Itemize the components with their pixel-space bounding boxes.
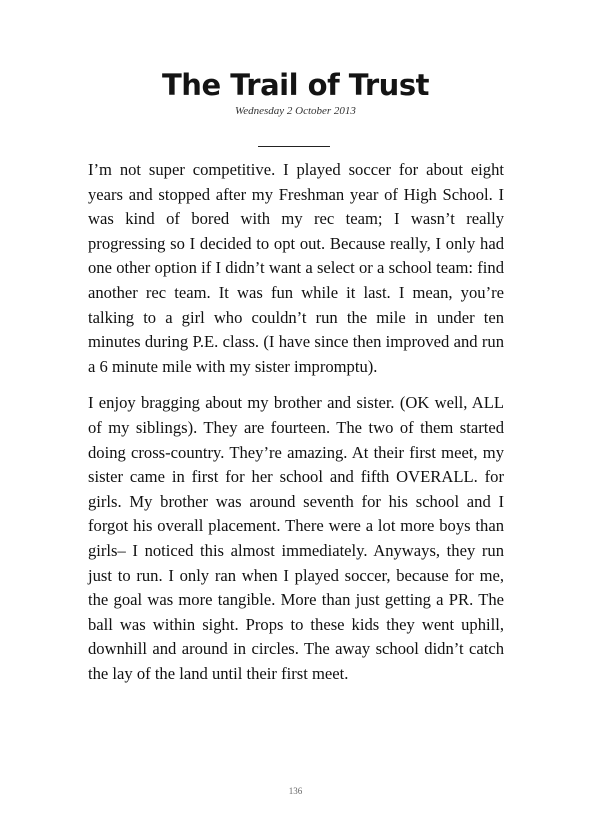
article-body	[88, 158, 504, 698]
title-separator-rule	[258, 146, 330, 147]
post-date: Wednesday 2 October 2013	[235, 105, 356, 117]
page-number: 136	[288, 786, 303, 796]
page-title: The Trail of Trust	[162, 68, 429, 102]
paragraph: I enjoy bragging about my brother and sister. (OK well, ALL of my siblings). They are fourteen. The two of them started doing cross-country. They’re amazing. At their first meet, my sister came in first for her school and fifth OVERALL. for girls. My brother was around seventh for his school and I forgot his overall placement. There were a lot more boys than girls– I noticed this almost immediately. Anyways, they run just to run. I only ran when I played soccer, because for me, the goal was more tangible. More than just getting a PR. The ball was within sight. Props to these kids they went uphill, downhill and around in circles. The away school didn’t catch the lay of the land until their first meet.	[88, 393, 504, 683]
paragraph: I’m not super competitive. I played soccer for about eight years and stopped after my Freshman year of High School. I was kind of bored with my rec team; I wasn’t really progressing so I decided to opt out. Because really, I only had one other option if I didn’t want a select or a school team: find another rec team. It was fun while it last. I mean, you’re talking to a girl who couldn’t run the mile in under ten minutes during P.E. class. (I have since then improved and run a 6 minute mile with my sister impromptu).	[88, 160, 504, 376]
